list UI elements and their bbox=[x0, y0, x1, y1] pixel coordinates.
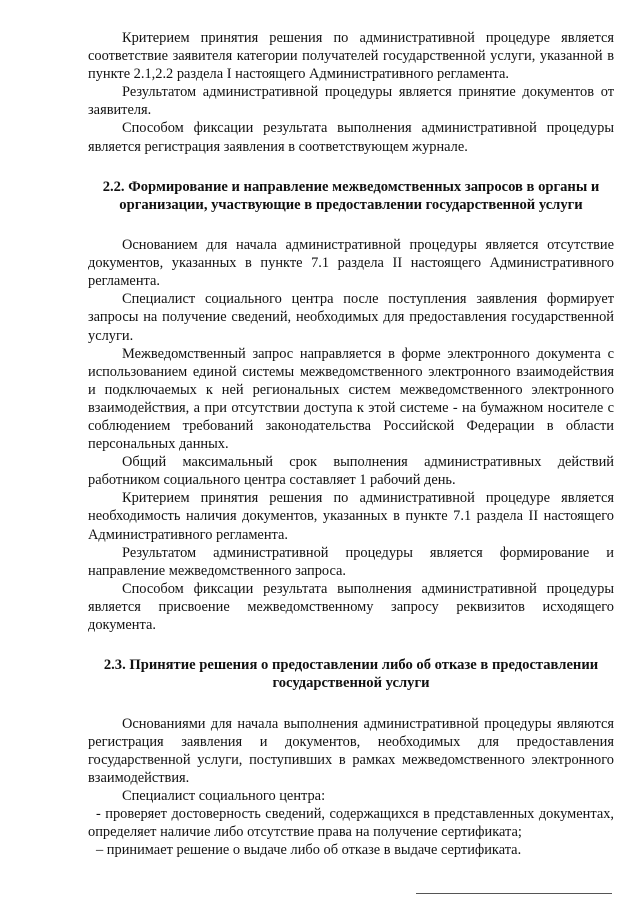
paragraph: Результатом административной процедуры является формирование и направление межведомственного запроса. bbox=[88, 544, 614, 579]
paragraph: Критерием принятия решения по административной процедуре является необходимость наличия документов, указанных в пункте 7.1 раздела II настоящего Административного регламента. bbox=[88, 490, 614, 543]
paragraph: Способом фиксации результата выполнения административной процедуры является регистрация заявления в соответствующем журнале. bbox=[88, 120, 614, 155]
paragraph: Общий максимальный срок выполнения административных действий работником социального центра составляет 1 рабочий день. bbox=[88, 454, 614, 489]
paragraph: Специалист социального центра после поступления заявления формирует запросы на получение сведений, необходимых для предоставления государственной услуги. bbox=[88, 291, 614, 344]
footer-rule bbox=[416, 893, 612, 894]
paragraph: Критерием принятия решения по административной процедуре является соответствие заявителя категории получателей государственной услуги, указанной в пункте 2.1,2.2 раздела I настоящего Административного регламента. bbox=[88, 30, 614, 83]
paragraph: Основаниями для начала выполнения административной процедуры являются регистрация заявления и документов, необходимых для предоставления государственной услуги, поступивших в рамках межведомственного электронного взаимодействия. bbox=[88, 715, 614, 786]
section-heading: 2.3. Принятие решения о предоставлении либо об отказе в предоставлении государственной услуги bbox=[103, 657, 599, 692]
paragraph: Основанием для начала административной процедуры является отсутствие документов, указанных в пункте 7.1 раздела II настоящего Административного регламента. bbox=[88, 237, 614, 290]
paragraph: Способом фиксации результата выполнения административной процедуры является присвоение межведомственному запросу реквизитов исходящего документа. bbox=[88, 580, 614, 634]
bullet-item: - проверяет достоверность сведений, содержащихся в представленных документах, определяет наличие либо отсутствие права на получение сертификата; bbox=[88, 806, 614, 841]
paragraph: Результатом административной процедуры является принятие документов от заявителя. bbox=[88, 84, 614, 119]
bullet-item: – принимает решение о выдаче либо об отказе в выдаче сертификата. bbox=[96, 842, 522, 859]
paragraph: Межведомственный запрос направляется в форме электронного документа с использованием единой системы межведомственного электронного взаимодействия и подключаемых к ней региональных систем межведомственного электронного взаимодействия, а при отсутствии доступа к этой системе - на бумажном носителе с соблюдением требований законодательства Российской Федерации в области персональных данных. bbox=[88, 345, 614, 453]
paragraph: Специалист социального центра: bbox=[122, 787, 326, 804]
section-heading: 2.2. Формирование и направление межведомственных запросов в органы и организации, участвующие в предоставлении государственной услуги bbox=[102, 178, 600, 213]
